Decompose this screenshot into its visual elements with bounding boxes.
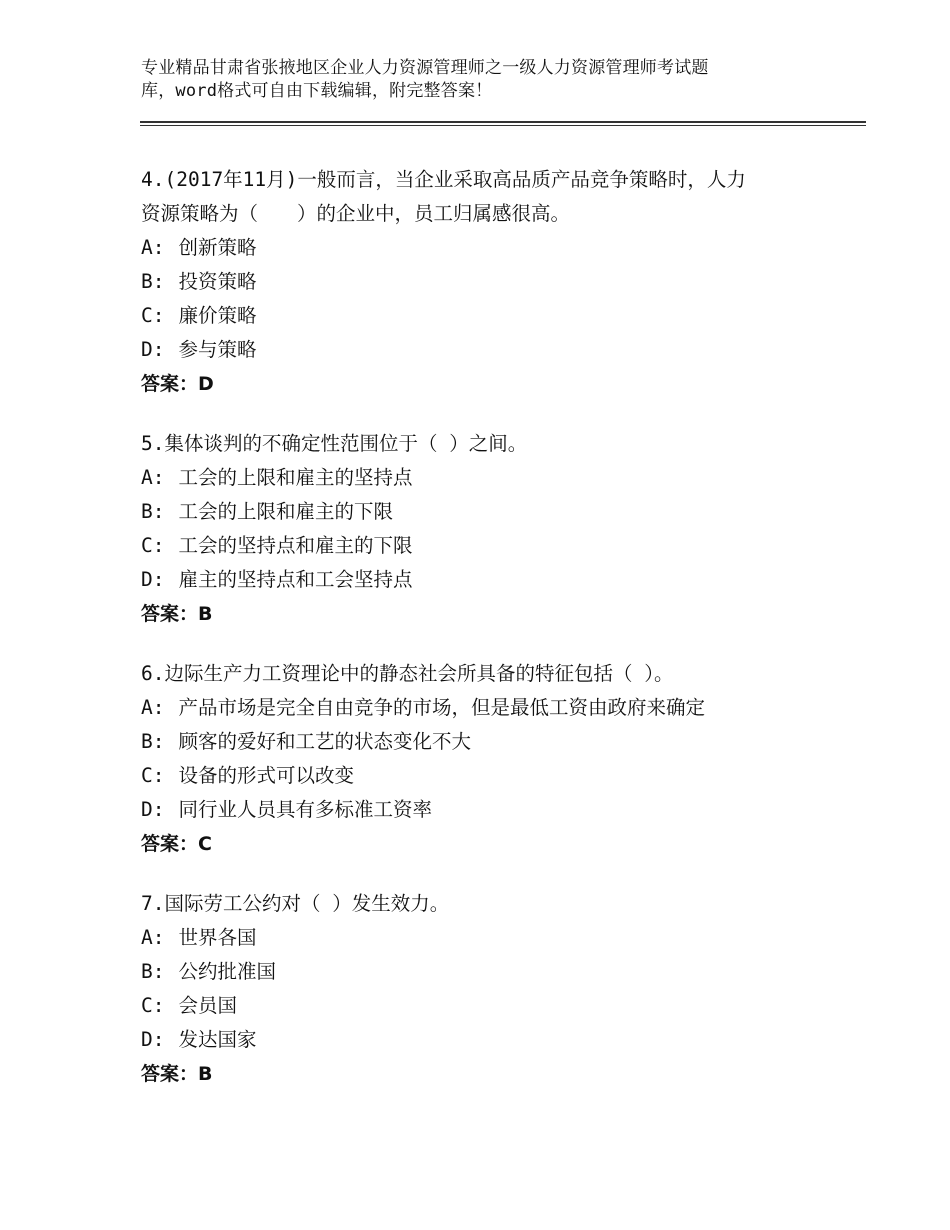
option-letter: C: — [141, 534, 165, 557]
option-text: 工会的上限和雇主的下限 — [178, 500, 393, 523]
option-letter: D: — [141, 568, 165, 591]
question-4 — [141, 163, 841, 401]
option-b — [141, 955, 841, 989]
option-letter: B: — [141, 270, 165, 293]
answer-line: 答案：D — [141, 373, 214, 395]
question-stem-line: 资源策略为（ ）的企业中，员工归属感很高。 — [141, 202, 571, 225]
option-text: 世界各国 — [178, 926, 257, 949]
option-b — [141, 495, 841, 529]
option-d — [141, 333, 841, 367]
option-letter: B: — [141, 960, 165, 983]
option-letter: C: — [141, 994, 165, 1017]
option-a — [141, 461, 841, 495]
option-letter: B: — [141, 500, 165, 523]
option-text: 雇主的坚持点和工会坚持点 — [178, 568, 413, 591]
option-d — [141, 1023, 841, 1057]
option-letter: A: — [141, 926, 165, 949]
option-letter: C: — [141, 304, 165, 327]
option-c — [141, 529, 841, 563]
option-letter: D: — [141, 338, 165, 361]
question-7 — [141, 887, 841, 1091]
option-b — [141, 265, 841, 299]
question-stem-line: 5.集体谈判的不确定性范围位于（ ）之间。 — [141, 432, 528, 455]
option-text: 设备的形式可以改变 — [178, 764, 354, 787]
option-letter: D: — [141, 1028, 165, 1051]
option-c — [141, 989, 841, 1023]
question-5 — [141, 427, 841, 631]
option-letter: C: — [141, 764, 165, 787]
question-stem-line: 4.(2017年11月)一般而言，当企业采取高品质产品竞争策略时，人力 — [141, 168, 746, 191]
header-line-1: 专业精品甘肃省张掖地区企业人力资源管理师之一级人力资源管理师考试题 — [141, 58, 709, 78]
option-text: 参与策略 — [178, 338, 257, 361]
option-text: 廉价策略 — [178, 304, 257, 327]
question-list — [141, 163, 841, 1117]
option-text: 产品市场是完全自由竞争的市场，但是最低工资由政府来确定 — [178, 696, 705, 719]
question-6 — [141, 657, 841, 861]
option-text: 创新策略 — [178, 236, 257, 259]
option-letter: D: — [141, 798, 165, 821]
option-text: 同行业人员具有多标准工资率 — [178, 798, 432, 821]
option-letter: A: — [141, 466, 165, 489]
option-text: 发达国家 — [178, 1028, 257, 1051]
answer-line: 答案：C — [141, 833, 212, 855]
header-line-2: 库，word格式可自由下载编辑，附完整答案！ — [141, 81, 493, 101]
option-text: 工会的上限和雇主的坚持点 — [178, 466, 413, 489]
option-a — [141, 231, 841, 265]
answer-line: 答案：B — [141, 1063, 213, 1085]
question-stem-line: 7.国际劳工公约对（ ）发生效力。 — [141, 892, 450, 915]
option-b — [141, 725, 841, 759]
header-rule-thin — [140, 125, 866, 126]
option-a — [141, 691, 841, 725]
answer-line: 答案：B — [141, 603, 213, 625]
document-header — [141, 57, 821, 103]
option-c — [141, 299, 841, 333]
option-d — [141, 793, 841, 827]
question-stem-line: 6.边际生产力工资理论中的静态社会所具备的特征包括（ ）。 — [141, 662, 674, 685]
option-letter: A: — [141, 696, 165, 719]
option-text: 顾客的爱好和工艺的状态变化不大 — [178, 730, 471, 753]
option-letter: B: — [141, 730, 165, 753]
option-text: 公约批准国 — [178, 960, 276, 983]
option-c — [141, 759, 841, 793]
option-d — [141, 563, 841, 597]
option-a — [141, 921, 841, 955]
option-letter: A: — [141, 236, 165, 259]
option-text: 会员国 — [178, 994, 237, 1017]
option-text: 投资策略 — [178, 270, 257, 293]
header-rule-thick — [140, 121, 866, 123]
option-text: 工会的坚持点和雇主的下限 — [178, 534, 413, 557]
